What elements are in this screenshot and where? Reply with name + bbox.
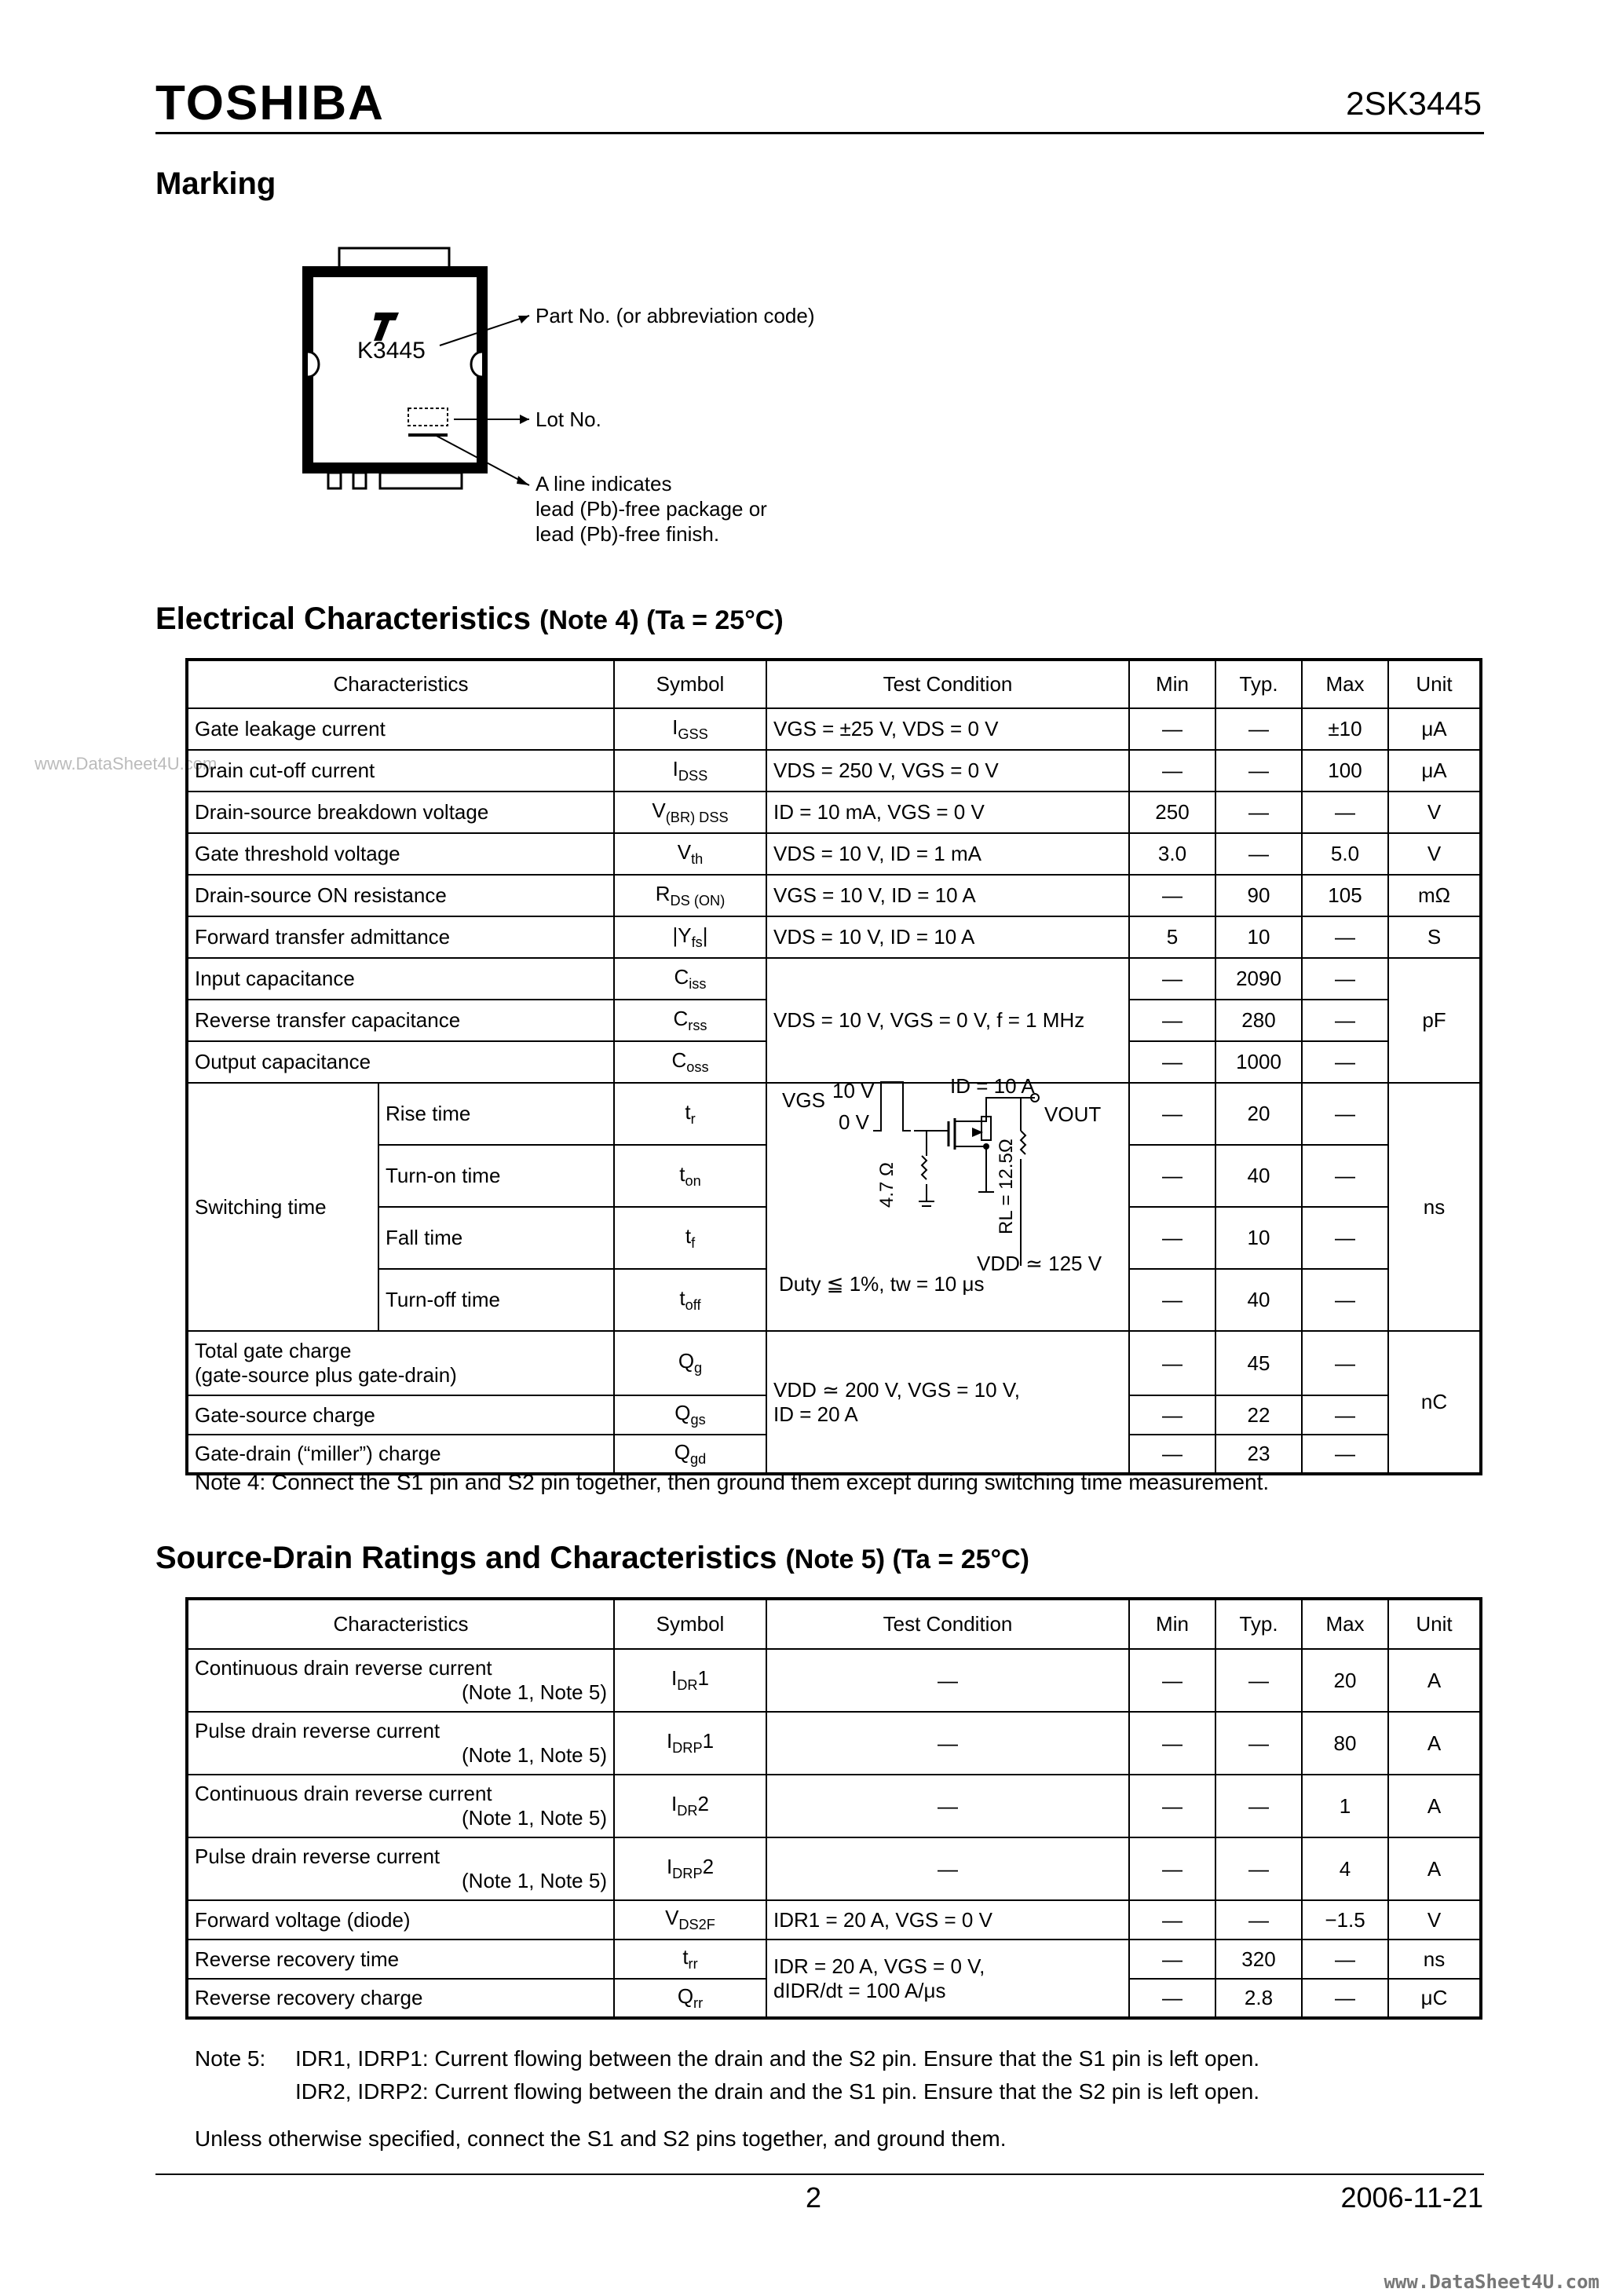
characteristic-cell: Drain-source breakdown voltage <box>187 792 614 833</box>
typ-cell: 45 <box>1215 1331 1302 1395</box>
marking-title: Marking <box>155 166 276 201</box>
note-5-label: Note 5: <box>195 2046 266 2071</box>
max-cell: −1.5 <box>1302 1900 1388 1940</box>
symbol-cell: $I_{DR}2$ <box>614 1775 766 1837</box>
part-number: 2SK3445 <box>1346 85 1482 122</box>
min-cell: 5 <box>1129 916 1215 958</box>
note-5-line-1: IDR1, IDRP1: Current flowing between the drain and the S2 pin. Ensure that the S1 pin is left open. <box>295 2046 1260 2071</box>
toshiba-mark-icon <box>374 313 399 341</box>
typ-cell: — <box>1215 1712 1302 1775</box>
page-number: 2 <box>806 2181 822 2214</box>
max-cell: — <box>1302 1269 1388 1331</box>
min-cell: 250 <box>1129 792 1215 833</box>
typ-cell: 320 <box>1215 1940 1302 1979</box>
min-cell: — <box>1129 1775 1215 1837</box>
circuit-rl-label: RL = 12.5Ω <box>996 1139 1017 1234</box>
min-cell: 3.0 <box>1129 833 1215 875</box>
unit-cell: V <box>1388 833 1481 875</box>
test-condition-cell: — <box>766 1649 1129 1712</box>
table-row <box>187 1649 1481 1712</box>
source-drain-title: Source-Drain Ratings and Characteristics (Note 5) (Ta = 25°C) <box>155 1541 1029 1575</box>
typ-cell: 23 <box>1215 1435 1302 1474</box>
max-cell: — <box>1302 1435 1388 1474</box>
test-condition-cell: — <box>766 1775 1129 1837</box>
typ-cell: 40 <box>1215 1269 1302 1331</box>
max-cell: 1 <box>1302 1775 1388 1837</box>
max-cell: — <box>1302 916 1388 958</box>
max-cell: 20 <box>1302 1649 1388 1712</box>
characteristic-cell: Pulse drain reverse current (Note 1, Note 5) <box>187 1837 614 1900</box>
max-cell: 80 <box>1302 1712 1388 1775</box>
characteristic-cell: Gate threshold voltage <box>187 833 614 875</box>
test-condition-cell: IDR1 = 20 A, VGS = 0 V <box>766 1900 1129 1940</box>
symbol-cell: $I_{DSS}$ <box>614 750 766 792</box>
min-cell: — <box>1129 1435 1215 1474</box>
max-cell: 5.0 <box>1302 833 1388 875</box>
symbol-cell: $t_{on}$ <box>614 1145 766 1207</box>
circuit-vout-label: VOUT <box>1044 1102 1102 1126</box>
max-cell: 105 <box>1302 875 1388 916</box>
table-row <box>187 1837 1481 1900</box>
typ-cell: 22 <box>1215 1395 1302 1435</box>
symbol-cell: $V_{(BR) DSS}$ <box>614 792 766 833</box>
test-condition-cell: — <box>766 1837 1129 1900</box>
symbol-cell: $I_{DRP}1$ <box>614 1712 766 1775</box>
min-cell: — <box>1129 1041 1215 1083</box>
note-5-line-2: IDR2, IDRP2: Current flowing between the drain and the S1 pin. Ensure that the S2 pin is left open. <box>295 2079 1260 2104</box>
min-cell: — <box>1129 1083 1215 1145</box>
table-header-row: Characteristics Symbol Test Condition Min Typ. Max Unit <box>187 1599 1481 1649</box>
typ-cell: 2090 <box>1215 958 1302 1000</box>
characteristic-cell: Forward transfer admittance <box>187 916 614 958</box>
switching-time-label: Switching time <box>187 1083 378 1331</box>
unit-cell: ns <box>1388 1083 1481 1331</box>
characteristic-cell: Reverse transfer capacitance <box>187 1000 614 1041</box>
electrical-characteristics-table <box>185 658 1482 1475</box>
unit-cell: ns <box>1388 1940 1481 1979</box>
label-lot-no: Lot No. <box>536 408 601 431</box>
characteristic-cell: Drain cut-off current <box>187 750 614 792</box>
test-condition-cell: IDR = 20 A, VGS = 0 V, dIDR/dt = 100 A/μs <box>766 1940 1129 2018</box>
test-condition-cell: VDS = 10 V, ID = 10 A <box>766 916 1129 958</box>
test-condition-cell: ID = 10 mA, VGS = 0 V <box>766 792 1129 833</box>
symbol-cell: $Q_{gs}$ <box>614 1395 766 1435</box>
circuit-duty-label: Duty ≦ 1%, tw = 10 μs <box>779 1272 985 1296</box>
unit-cell: A <box>1388 1712 1481 1775</box>
table-row <box>187 916 1481 958</box>
max-cell: — <box>1302 1041 1388 1083</box>
table-row <box>187 792 1481 833</box>
circuit-vdd-label: VDD ≃ 125 V <box>977 1252 1102 1275</box>
max-cell: — <box>1302 1979 1388 2018</box>
max-cell: — <box>1302 1000 1388 1041</box>
characteristic-cell: Pulse drain reverse current (Note 1, Note 5) <box>187 1712 614 1775</box>
unit-cell: V <box>1388 1900 1481 1940</box>
document-date: 2006-11-21 <box>1340 2181 1483 2214</box>
characteristic-cell: Reverse recovery charge <box>187 1979 614 2018</box>
typ-cell: — <box>1215 708 1302 750</box>
circuit-id-label: ID = 10 A <box>950 1074 1035 1098</box>
symbol-cell: $R_{DS (ON)}$ <box>614 875 766 916</box>
typ-cell: — <box>1215 1837 1302 1900</box>
max-cell: — <box>1302 1083 1388 1145</box>
symbol-cell: $V_{DS2F}$ <box>614 1900 766 1940</box>
symbol-cell: $t_f$ <box>614 1207 766 1269</box>
min-cell: — <box>1129 1331 1215 1395</box>
characteristic-cell: Output capacitance <box>187 1041 614 1083</box>
symbol-cell: $I_{DRP}2$ <box>614 1837 766 1900</box>
symbol-cell: $Q_{rr}$ <box>614 1979 766 2018</box>
min-cell: — <box>1129 1000 1215 1041</box>
characteristic-cell: Gate leakage current <box>187 708 614 750</box>
brand-logo: TOSHIBA <box>155 76 385 130</box>
circuit-vgs-label: VGS <box>782 1088 825 1112</box>
max-cell: ±10 <box>1302 708 1388 750</box>
label-part-no: Part No. (or abbreviation code) <box>536 304 815 327</box>
symbol-cell: $Q_{gd}$ <box>614 1435 766 1474</box>
table-row <box>187 875 1481 916</box>
characteristic-cell: Rise time <box>378 1083 614 1145</box>
characteristic-cell: Input capacitance <box>187 958 614 1000</box>
characteristic-cell: Total gate charge (gate-source plus gate-drain) <box>187 1331 614 1395</box>
symbol-cell: $t_{rr}$ <box>614 1940 766 1979</box>
typ-cell: — <box>1215 833 1302 875</box>
watermark-side: www.DataSheet4U.com <box>35 754 217 773</box>
table-header-row: Characteristics Symbol Test Condition Min Typ. Max Unit <box>187 660 1481 708</box>
max-cell: — <box>1302 958 1388 1000</box>
typ-cell: 90 <box>1215 875 1302 916</box>
max-cell: — <box>1302 1940 1388 1979</box>
test-condition-cell: VDS = 250 V, VGS = 0 V <box>766 750 1129 792</box>
symbol-cell: $t_{off}$ <box>614 1269 766 1331</box>
note-4: Note 4: Connect the S1 pin and S2 pin together, then ground them except during switching time measurement. <box>195 1470 1270 1494</box>
min-cell: — <box>1129 1837 1215 1900</box>
typ-cell: 2.8 <box>1215 1979 1302 2018</box>
typ-cell: 10 <box>1215 916 1302 958</box>
typ-cell: 40 <box>1215 1145 1302 1207</box>
min-cell: — <box>1129 750 1215 792</box>
test-condition-cell: VDD ≃ 200 V, VGS = 10 V, ID = 20 A <box>766 1331 1129 1474</box>
characteristic-cell: Turn-off time <box>378 1269 614 1331</box>
unit-cell: V <box>1388 792 1481 833</box>
symbol-cell: $t_r$ <box>614 1083 766 1145</box>
min-cell: — <box>1129 1649 1215 1712</box>
symbol-cell: $Q_g$ <box>614 1331 766 1395</box>
unit-cell: μA <box>1388 750 1481 792</box>
min-cell: — <box>1129 1207 1215 1269</box>
footer-rule <box>155 2174 1484 2175</box>
max-cell: — <box>1302 792 1388 833</box>
characteristic-cell: Forward voltage (diode) <box>187 1900 614 1940</box>
test-condition-cell: — <box>766 1712 1129 1775</box>
header-rule <box>155 132 1484 134</box>
min-cell: — <box>1129 1979 1215 2018</box>
table-row <box>187 833 1481 875</box>
unit-cell: pF <box>1388 958 1481 1083</box>
test-condition-cell: VDS = 10 V, ID = 1 mA <box>766 833 1129 875</box>
min-cell: — <box>1129 1269 1215 1331</box>
circuit-r1-label: 4.7 Ω <box>876 1162 897 1208</box>
electrical-title: Electrical Characteristics (Note 4) (Ta = 25°C) <box>155 601 784 636</box>
typ-cell: — <box>1215 1649 1302 1712</box>
typ-cell: 280 <box>1215 1000 1302 1041</box>
characteristic-cell: Gate-drain (“miller”) charge <box>187 1435 614 1474</box>
min-cell: — <box>1129 708 1215 750</box>
min-cell: — <box>1129 1395 1215 1435</box>
typ-cell: — <box>1215 792 1302 833</box>
max-cell: — <box>1302 1145 1388 1207</box>
unit-cell: μC <box>1388 1979 1481 2018</box>
characteristic-cell: Drain-source ON resistance <box>187 875 614 916</box>
circuit-10v-label: 10 V <box>832 1079 875 1102</box>
symbol-cell: $V_{th}$ <box>614 833 766 875</box>
test-condition-cell: VGS = 10 V, ID = 10 A <box>766 875 1129 916</box>
unit-cell: S <box>1388 916 1481 958</box>
characteristic-cell: Gate-source charge <box>187 1395 614 1435</box>
table-row <box>187 708 1481 750</box>
test-condition-cell: VGS = ±25 V, VDS = 0 V <box>766 708 1129 750</box>
min-cell: — <box>1129 958 1215 1000</box>
symbol-cell: $I_{DR}1$ <box>614 1649 766 1712</box>
typ-cell: — <box>1215 1900 1302 1940</box>
min-cell: — <box>1129 875 1215 916</box>
table-row <box>187 750 1481 792</box>
characteristic-cell: Reverse recovery time <box>187 1940 614 1979</box>
note-5-line-3: Unless otherwise specified, connect the S1 and S2 pins together, and ground them. <box>195 2126 1007 2151</box>
unit-cell: A <box>1388 1775 1481 1837</box>
unit-cell: A <box>1388 1837 1481 1900</box>
typ-cell: — <box>1215 1775 1302 1837</box>
max-cell: 4 <box>1302 1837 1388 1900</box>
max-cell: — <box>1302 1331 1388 1395</box>
symbol-cell: $C_{rss}$ <box>614 1000 766 1041</box>
symbol-cell: $C_{iss}$ <box>614 958 766 1000</box>
characteristic-cell: Turn-on time <box>378 1145 614 1207</box>
min-cell: — <box>1129 1712 1215 1775</box>
typ-cell: 1000 <box>1215 1041 1302 1083</box>
min-cell: — <box>1129 1145 1215 1207</box>
symbol-cell: $|Y_{fs}|$ <box>614 916 766 958</box>
test-condition-cell: VDS = 10 V, VGS = 0 V, f = 1 MHz <box>766 958 1129 1083</box>
unit-cell: μA <box>1388 708 1481 750</box>
label-lead-free: A line indicates lead (Pb)-free package or lead (Pb)-free finish. <box>536 472 767 546</box>
circuit-0v-label: 0 V <box>839 1110 870 1134</box>
characteristic-cell: Fall time <box>378 1207 614 1269</box>
min-cell: — <box>1129 1940 1215 1979</box>
table-row <box>187 1940 1481 1979</box>
min-cell: — <box>1129 1900 1215 1940</box>
symbol-cell: $I_{GSS}$ <box>614 708 766 750</box>
table-row <box>187 1900 1481 1940</box>
unit-cell: nC <box>1388 1331 1481 1474</box>
typ-cell: — <box>1215 750 1302 792</box>
chip-marking-text: K3445 <box>357 338 426 364</box>
max-cell: — <box>1302 1207 1388 1269</box>
table-row <box>187 958 1481 1000</box>
symbol-cell: $C_{oss}$ <box>614 1041 766 1083</box>
typ-cell: 20 <box>1215 1083 1302 1145</box>
typ-cell: 10 <box>1215 1207 1302 1269</box>
table-row <box>187 1712 1481 1775</box>
max-cell: 100 <box>1302 750 1388 792</box>
unit-cell: mΩ <box>1388 875 1481 916</box>
max-cell: — <box>1302 1395 1388 1435</box>
source-drain-table <box>185 1597 1482 2020</box>
table-row <box>187 1775 1481 1837</box>
characteristic-cell: Continuous drain reverse current (Note 1, Note 5) <box>187 1775 614 1837</box>
characteristic-cell: Continuous drain reverse current (Note 1, Note 5) <box>187 1649 614 1712</box>
watermark-bottom: www.DataSheet4U.com <box>1384 2271 1599 2293</box>
table-row <box>187 1331 1481 1395</box>
unit-cell: A <box>1388 1649 1481 1712</box>
